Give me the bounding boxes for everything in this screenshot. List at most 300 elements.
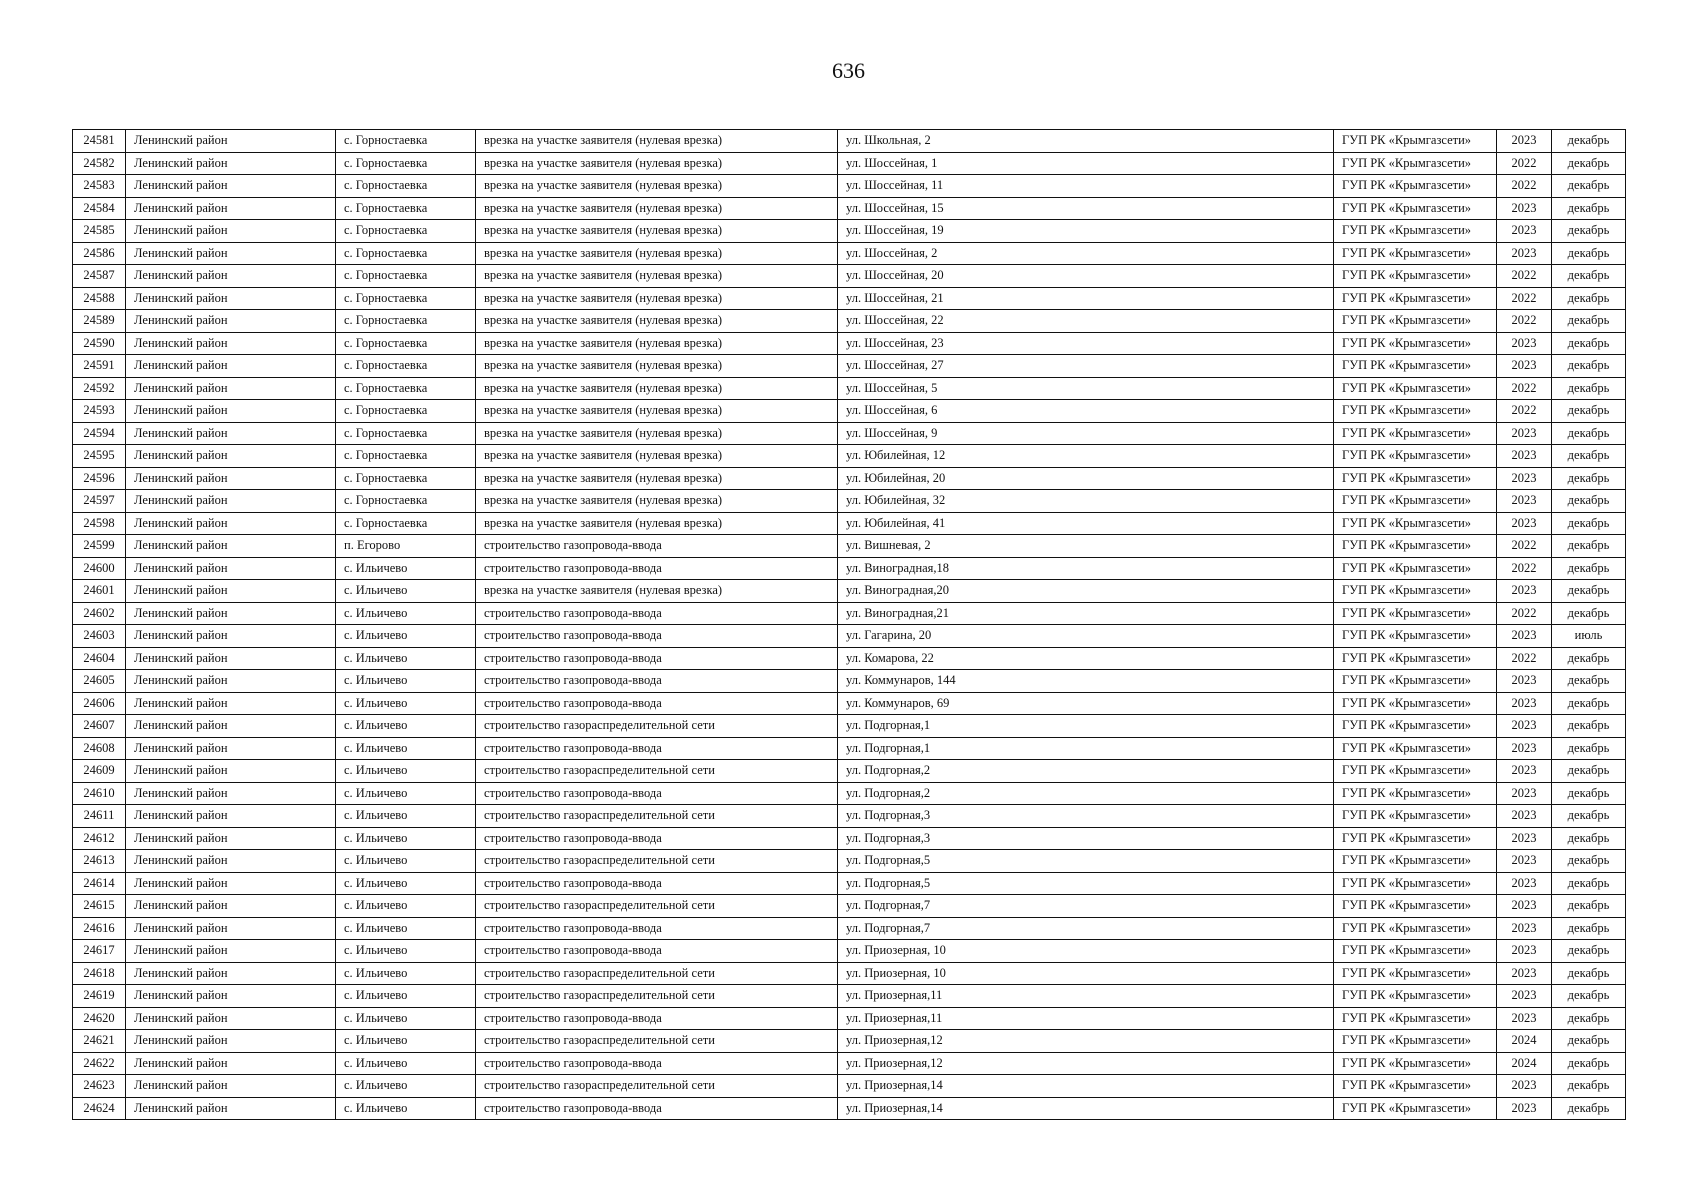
table-row <box>73 782 1626 805</box>
organization-cell: ГУП РК «Крымгазсети» <box>1334 242 1497 265</box>
district-cell: Ленинский район <box>126 760 336 783</box>
district-cell: Ленинский район <box>126 287 336 310</box>
district-cell: Ленинский район <box>126 445 336 468</box>
work-type-cell: строительство газопровода-ввода <box>476 872 838 895</box>
row-number-cell: 24604 <box>73 647 126 670</box>
settlement-cell: с. Горностаевка <box>336 355 476 378</box>
year-cell: 2023 <box>1497 1007 1552 1030</box>
row-number-cell: 24592 <box>73 377 126 400</box>
work-type-cell: врезка на участке заявителя (нулевая врезка) <box>476 490 838 513</box>
organization-cell: ГУП РК «Крымгазсети» <box>1334 445 1497 468</box>
year-cell: 2022 <box>1497 265 1552 288</box>
month-cell: декабрь <box>1552 490 1626 513</box>
district-cell: Ленинский район <box>126 490 336 513</box>
district-cell: Ленинский район <box>126 265 336 288</box>
address-cell: ул. Подгорная,5 <box>838 850 1334 873</box>
year-cell: 2022 <box>1497 647 1552 670</box>
year-cell: 2022 <box>1497 602 1552 625</box>
settlement-cell: с. Ильичево <box>336 782 476 805</box>
year-cell: 2022 <box>1497 310 1552 333</box>
month-cell: декабрь <box>1552 737 1626 760</box>
district-cell: Ленинский район <box>126 1007 336 1030</box>
row-number-cell: 24582 <box>73 152 126 175</box>
address-cell: ул. Виноградная,18 <box>838 557 1334 580</box>
organization-cell: ГУП РК «Крымгазсети» <box>1334 512 1497 535</box>
year-cell: 2023 <box>1497 715 1552 738</box>
organization-cell: ГУП РК «Крымгазсети» <box>1334 310 1497 333</box>
month-cell: декабрь <box>1552 940 1626 963</box>
address-cell: ул. Шоссейная, 20 <box>838 265 1334 288</box>
row-number-cell: 24591 <box>73 355 126 378</box>
table-row <box>73 985 1626 1008</box>
month-cell: декабрь <box>1552 805 1626 828</box>
table-row <box>73 490 1626 513</box>
district-cell: Ленинский район <box>126 1075 336 1098</box>
year-cell: 2023 <box>1497 467 1552 490</box>
address-cell: ул. Приозерная,12 <box>838 1030 1334 1053</box>
row-number-cell: 24617 <box>73 940 126 963</box>
organization-cell: ГУП РК «Крымгазсети» <box>1334 647 1497 670</box>
settlement-cell: с. Горностаевка <box>336 197 476 220</box>
work-type-cell: строительство газораспределительной сети <box>476 1075 838 1098</box>
address-cell: ул. Подгорная,3 <box>838 827 1334 850</box>
month-cell: декабрь <box>1552 220 1626 243</box>
work-type-cell: врезка на участке заявителя (нулевая врезка) <box>476 332 838 355</box>
row-number-cell: 24583 <box>73 175 126 198</box>
settlement-cell: п. Егорово <box>336 535 476 558</box>
month-cell: декабрь <box>1552 422 1626 445</box>
year-cell: 2023 <box>1497 130 1552 153</box>
month-cell: декабрь <box>1552 872 1626 895</box>
row-number-cell: 24596 <box>73 467 126 490</box>
month-cell: декабрь <box>1552 670 1626 693</box>
table-row <box>73 1075 1626 1098</box>
table-row <box>73 445 1626 468</box>
year-cell: 2023 <box>1497 692 1552 715</box>
settlement-cell: с. Горностаевка <box>336 490 476 513</box>
year-cell: 2023 <box>1497 332 1552 355</box>
month-cell: декабрь <box>1552 715 1626 738</box>
district-cell: Ленинский район <box>126 692 336 715</box>
settlement-cell: с. Горностаевка <box>336 175 476 198</box>
district-cell: Ленинский район <box>126 872 336 895</box>
year-cell: 2023 <box>1497 512 1552 535</box>
district-cell: Ленинский район <box>126 917 336 940</box>
settlement-cell: с. Горностаевка <box>336 220 476 243</box>
row-number-cell: 24624 <box>73 1097 126 1120</box>
address-cell: ул. Юбилейная, 20 <box>838 467 1334 490</box>
organization-cell: ГУП РК «Крымгазсети» <box>1334 1007 1497 1030</box>
row-number-cell: 24612 <box>73 827 126 850</box>
month-cell: декабрь <box>1552 602 1626 625</box>
settlement-cell: с. Горностаевка <box>336 422 476 445</box>
address-cell: ул. Подгорная,5 <box>838 872 1334 895</box>
table-row <box>73 355 1626 378</box>
district-cell: Ленинский район <box>126 152 336 175</box>
table-row <box>73 1052 1626 1075</box>
address-cell: ул. Шоссейная, 5 <box>838 377 1334 400</box>
settlement-cell: с. Ильичево <box>336 760 476 783</box>
settlement-cell: с. Ильичево <box>336 1030 476 1053</box>
organization-cell: ГУП РК «Крымгазсети» <box>1334 827 1497 850</box>
month-cell: декабрь <box>1552 580 1626 603</box>
year-cell: 2022 <box>1497 400 1552 423</box>
month-cell: декабрь <box>1552 400 1626 423</box>
address-cell: ул. Шоссейная, 22 <box>838 310 1334 333</box>
settlement-cell: с. Ильичево <box>336 850 476 873</box>
table-row <box>73 557 1626 580</box>
table-row <box>73 1097 1626 1120</box>
table-row <box>73 1030 1626 1053</box>
table-row <box>73 310 1626 333</box>
month-cell: декабрь <box>1552 310 1626 333</box>
month-cell: декабрь <box>1552 265 1626 288</box>
district-cell: Ленинский район <box>126 850 336 873</box>
month-cell: декабрь <box>1552 130 1626 153</box>
address-cell: ул. Подгорная,7 <box>838 917 1334 940</box>
month-cell: декабрь <box>1552 850 1626 873</box>
work-type-cell: строительство газопровода-ввода <box>476 737 838 760</box>
table-row <box>73 917 1626 940</box>
table-row <box>73 422 1626 445</box>
year-cell: 2023 <box>1497 737 1552 760</box>
organization-cell: ГУП РК «Крымгазсети» <box>1334 422 1497 445</box>
district-cell: Ленинский район <box>126 670 336 693</box>
month-cell: декабрь <box>1552 985 1626 1008</box>
table-row <box>73 760 1626 783</box>
row-number-cell: 24606 <box>73 692 126 715</box>
settlement-cell: с. Горностаевка <box>336 310 476 333</box>
year-cell: 2023 <box>1497 872 1552 895</box>
month-cell: декабрь <box>1552 1075 1626 1098</box>
row-number-cell: 24593 <box>73 400 126 423</box>
year-cell: 2023 <box>1497 827 1552 850</box>
address-cell: ул. Шоссейная, 1 <box>838 152 1334 175</box>
work-type-cell: врезка на участке заявителя (нулевая врезка) <box>476 220 838 243</box>
work-type-cell: врезка на участке заявителя (нулевая врезка) <box>476 310 838 333</box>
row-number-cell: 24595 <box>73 445 126 468</box>
month-cell: декабрь <box>1552 1030 1626 1053</box>
table-row <box>73 850 1626 873</box>
district-cell: Ленинский район <box>126 827 336 850</box>
table-row <box>73 287 1626 310</box>
organization-cell: ГУП РК «Крымгазсети» <box>1334 332 1497 355</box>
work-type-cell: строительство газопровода-ввода <box>476 647 838 670</box>
district-cell: Ленинский район <box>126 512 336 535</box>
month-cell: декабрь <box>1552 760 1626 783</box>
address-cell: ул. Виноградная,20 <box>838 580 1334 603</box>
settlement-cell: с. Горностаевка <box>336 287 476 310</box>
address-cell: ул. Гагарина, 20 <box>838 625 1334 648</box>
address-cell: ул. Школьная, 2 <box>838 130 1334 153</box>
work-type-cell: строительство газопровода-ввода <box>476 917 838 940</box>
settlement-cell: с. Ильичево <box>336 940 476 963</box>
month-cell: декабрь <box>1552 287 1626 310</box>
district-cell: Ленинский район <box>126 962 336 985</box>
table-row <box>73 715 1626 738</box>
table-row <box>73 692 1626 715</box>
year-cell: 2023 <box>1497 917 1552 940</box>
organization-cell: ГУП РК «Крымгазсети» <box>1334 490 1497 513</box>
work-type-cell: врезка на участке заявителя (нулевая врезка) <box>476 467 838 490</box>
row-number-cell: 24597 <box>73 490 126 513</box>
organization-cell: ГУП РК «Крымгазсети» <box>1334 220 1497 243</box>
row-number-cell: 24602 <box>73 602 126 625</box>
row-number-cell: 24615 <box>73 895 126 918</box>
month-cell: декабрь <box>1552 917 1626 940</box>
settlement-cell: с. Ильичево <box>336 602 476 625</box>
table-row <box>73 827 1626 850</box>
address-cell: ул. Шоссейная, 21 <box>838 287 1334 310</box>
district-cell: Ленинский район <box>126 310 336 333</box>
table-row <box>73 1007 1626 1030</box>
settlement-cell: с. Горностаевка <box>336 445 476 468</box>
district-cell: Ленинский район <box>126 1097 336 1120</box>
organization-cell: ГУП РК «Крымгазсети» <box>1334 715 1497 738</box>
district-cell: Ленинский район <box>126 805 336 828</box>
table-row <box>73 535 1626 558</box>
organization-cell: ГУП РК «Крымгазсети» <box>1334 805 1497 828</box>
address-cell: ул. Приозерная,11 <box>838 1007 1334 1030</box>
settlement-cell: с. Ильичево <box>336 647 476 670</box>
district-cell: Ленинский район <box>126 400 336 423</box>
district-cell: Ленинский район <box>126 377 336 400</box>
district-cell: Ленинский район <box>126 647 336 670</box>
address-cell: ул. Подгорная,1 <box>838 715 1334 738</box>
row-number-cell: 24622 <box>73 1052 126 1075</box>
table-row <box>73 512 1626 535</box>
address-cell: ул. Комарова, 22 <box>838 647 1334 670</box>
table-row <box>73 895 1626 918</box>
organization-cell: ГУП РК «Крымгазсети» <box>1334 850 1497 873</box>
row-number-cell: 24605 <box>73 670 126 693</box>
row-number-cell: 24581 <box>73 130 126 153</box>
table-row <box>73 467 1626 490</box>
table-row <box>73 670 1626 693</box>
table-row <box>73 962 1626 985</box>
table-row <box>73 400 1626 423</box>
row-number-cell: 24598 <box>73 512 126 535</box>
settlement-cell: с. Ильичево <box>336 962 476 985</box>
organization-cell: ГУП РК «Крымгазсети» <box>1334 760 1497 783</box>
district-cell: Ленинский район <box>126 940 336 963</box>
row-number-cell: 24616 <box>73 917 126 940</box>
month-cell: декабрь <box>1552 355 1626 378</box>
row-number-cell: 24610 <box>73 782 126 805</box>
settlement-cell: с. Горностаевка <box>336 332 476 355</box>
settlement-cell: с. Ильичево <box>336 737 476 760</box>
year-cell: 2023 <box>1497 940 1552 963</box>
work-type-cell: строительство газопровода-ввода <box>476 625 838 648</box>
organization-cell: ГУП РК «Крымгазсети» <box>1334 130 1497 153</box>
page-number: 636 <box>832 58 865 83</box>
settlement-cell: с. Горностаевка <box>336 467 476 490</box>
work-type-cell: врезка на участке заявителя (нулевая врезка) <box>476 287 838 310</box>
table-row <box>73 265 1626 288</box>
settlement-cell: с. Ильичево <box>336 805 476 828</box>
address-cell: ул. Шоссейная, 23 <box>838 332 1334 355</box>
year-cell: 2022 <box>1497 287 1552 310</box>
work-type-cell: строительство газопровода-ввода <box>476 535 838 558</box>
work-type-cell: строительство газораспределительной сети <box>476 850 838 873</box>
month-cell: декабрь <box>1552 962 1626 985</box>
district-cell: Ленинский район <box>126 895 336 918</box>
table-row <box>73 130 1626 153</box>
district-cell: Ленинский район <box>126 220 336 243</box>
settlement-cell: с. Горностаевка <box>336 265 476 288</box>
work-type-cell: врезка на участке заявителя (нулевая врезка) <box>476 377 838 400</box>
settlement-cell: с. Горностаевка <box>336 152 476 175</box>
organization-cell: ГУП РК «Крымгазсети» <box>1334 467 1497 490</box>
month-cell: декабрь <box>1552 377 1626 400</box>
work-type-cell: врезка на участке заявителя (нулевая врезка) <box>476 355 838 378</box>
row-number-cell: 24614 <box>73 872 126 895</box>
address-cell: ул. Юбилейная, 32 <box>838 490 1334 513</box>
organization-cell: ГУП РК «Крымгазсети» <box>1334 737 1497 760</box>
work-type-cell: строительство газопровода-ввода <box>476 602 838 625</box>
address-cell: ул. Юбилейная, 41 <box>838 512 1334 535</box>
year-cell: 2023 <box>1497 445 1552 468</box>
year-cell: 2022 <box>1497 535 1552 558</box>
work-type-cell: врезка на участке заявителя (нулевая врезка) <box>476 175 838 198</box>
district-cell: Ленинский район <box>126 985 336 1008</box>
year-cell: 2023 <box>1497 242 1552 265</box>
district-cell: Ленинский район <box>126 715 336 738</box>
organization-cell: ГУП РК «Крымгазсети» <box>1334 1097 1497 1120</box>
address-cell: ул. Шоссейная, 19 <box>838 220 1334 243</box>
row-number-cell: 24623 <box>73 1075 126 1098</box>
work-type-cell: строительство газопровода-ввода <box>476 1052 838 1075</box>
settlement-cell: с. Ильичево <box>336 1007 476 1030</box>
organization-cell: ГУП РК «Крымгазсети» <box>1334 265 1497 288</box>
row-number-cell: 24618 <box>73 962 126 985</box>
address-cell: ул. Коммунаров, 69 <box>838 692 1334 715</box>
month-cell: декабрь <box>1552 692 1626 715</box>
table-row <box>73 152 1626 175</box>
month-cell: декабрь <box>1552 445 1626 468</box>
district-cell: Ленинский район <box>126 1052 336 1075</box>
organization-cell: ГУП РК «Крымгазсети» <box>1334 400 1497 423</box>
settlement-cell: с. Горностаевка <box>336 130 476 153</box>
district-cell: Ленинский район <box>126 625 336 648</box>
address-cell: ул. Вишневая, 2 <box>838 535 1334 558</box>
district-cell: Ленинский район <box>126 467 336 490</box>
address-cell: ул. Шоссейная, 11 <box>838 175 1334 198</box>
work-type-cell: строительство газопровода-ввода <box>476 940 838 963</box>
row-number-cell: 24600 <box>73 557 126 580</box>
settlement-cell: с. Горностаевка <box>336 377 476 400</box>
work-type-cell: врезка на участке заявителя (нулевая врезка) <box>476 197 838 220</box>
settlement-cell: с. Ильичево <box>336 827 476 850</box>
year-cell: 2024 <box>1497 1052 1552 1075</box>
address-cell: ул. Шоссейная, 27 <box>838 355 1334 378</box>
district-cell: Ленинский район <box>126 580 336 603</box>
district-cell: Ленинский район <box>126 197 336 220</box>
organization-cell: ГУП РК «Крымгазсети» <box>1334 962 1497 985</box>
district-cell: Ленинский район <box>126 332 336 355</box>
month-cell: декабрь <box>1552 175 1626 198</box>
district-cell: Ленинский район <box>126 535 336 558</box>
month-cell: декабрь <box>1552 1097 1626 1120</box>
address-cell: ул. Приозерная,12 <box>838 1052 1334 1075</box>
organization-cell: ГУП РК «Крымгазсети» <box>1334 602 1497 625</box>
address-cell: ул. Подгорная,3 <box>838 805 1334 828</box>
settlement-cell: с. Ильичево <box>336 670 476 693</box>
work-type-cell: строительство газораспределительной сети <box>476 760 838 783</box>
work-type-cell: врезка на участке заявителя (нулевая врезка) <box>476 445 838 468</box>
year-cell: 2023 <box>1497 805 1552 828</box>
settlement-cell: с. Ильичево <box>336 715 476 738</box>
address-cell: ул. Шоссейная, 9 <box>838 422 1334 445</box>
work-type-cell: строительство газопровода-ввода <box>476 827 838 850</box>
year-cell: 2023 <box>1497 625 1552 648</box>
organization-cell: ГУП РК «Крымгазсети» <box>1334 872 1497 895</box>
month-cell: декабрь <box>1552 557 1626 580</box>
settlement-cell: с. Ильичево <box>336 692 476 715</box>
year-cell: 2022 <box>1497 175 1552 198</box>
row-number-cell: 24599 <box>73 535 126 558</box>
organization-cell: ГУП РК «Крымгазсети» <box>1334 152 1497 175</box>
district-cell: Ленинский район <box>126 175 336 198</box>
settlement-cell: с. Ильичево <box>336 985 476 1008</box>
year-cell: 2023 <box>1497 1075 1552 1098</box>
address-cell: ул. Виноградная,21 <box>838 602 1334 625</box>
address-cell: ул. Подгорная,7 <box>838 895 1334 918</box>
year-cell: 2024 <box>1497 1030 1552 1053</box>
work-type-cell: врезка на участке заявителя (нулевая врезка) <box>476 400 838 423</box>
year-cell: 2023 <box>1497 670 1552 693</box>
table-row <box>73 940 1626 963</box>
table-row <box>73 737 1626 760</box>
table-body <box>73 130 1626 1120</box>
year-cell: 2023 <box>1497 580 1552 603</box>
settlement-cell: с. Ильичево <box>336 895 476 918</box>
year-cell: 2023 <box>1497 220 1552 243</box>
table-row <box>73 332 1626 355</box>
organization-cell: ГУП РК «Крымгазсети» <box>1334 175 1497 198</box>
year-cell: 2023 <box>1497 490 1552 513</box>
month-cell: декабрь <box>1552 782 1626 805</box>
month-cell: декабрь <box>1552 895 1626 918</box>
year-cell: 2023 <box>1497 782 1552 805</box>
row-number-cell: 24607 <box>73 715 126 738</box>
district-cell: Ленинский район <box>126 557 336 580</box>
year-cell: 2023 <box>1497 985 1552 1008</box>
work-type-cell: врезка на участке заявителя (нулевая врезка) <box>476 265 838 288</box>
organization-cell: ГУП РК «Крымгазсети» <box>1334 580 1497 603</box>
work-type-cell: врезка на участке заявителя (нулевая врезка) <box>476 130 838 153</box>
row-number-cell: 24613 <box>73 850 126 873</box>
year-cell: 2022 <box>1497 377 1552 400</box>
row-number-cell: 24586 <box>73 242 126 265</box>
month-cell: декабрь <box>1552 1052 1626 1075</box>
settlement-cell: с. Ильичево <box>336 1075 476 1098</box>
address-cell: ул. Приозерная,11 <box>838 985 1334 1008</box>
table-row <box>73 580 1626 603</box>
work-type-cell: врезка на участке заявителя (нулевая врезка) <box>476 152 838 175</box>
work-type-cell: строительство газораспределительной сети <box>476 805 838 828</box>
district-cell: Ленинский район <box>126 602 336 625</box>
address-cell: ул. Юбилейная, 12 <box>838 445 1334 468</box>
work-type-cell: строительство газораспределительной сети <box>476 715 838 738</box>
year-cell: 2022 <box>1497 152 1552 175</box>
year-cell: 2023 <box>1497 760 1552 783</box>
row-number-cell: 24594 <box>73 422 126 445</box>
work-type-cell: строительство газопровода-ввода <box>476 692 838 715</box>
organization-cell: ГУП РК «Крымгазсети» <box>1334 670 1497 693</box>
table-row <box>73 377 1626 400</box>
organization-cell: ГУП РК «Крымгазсети» <box>1334 1075 1497 1098</box>
